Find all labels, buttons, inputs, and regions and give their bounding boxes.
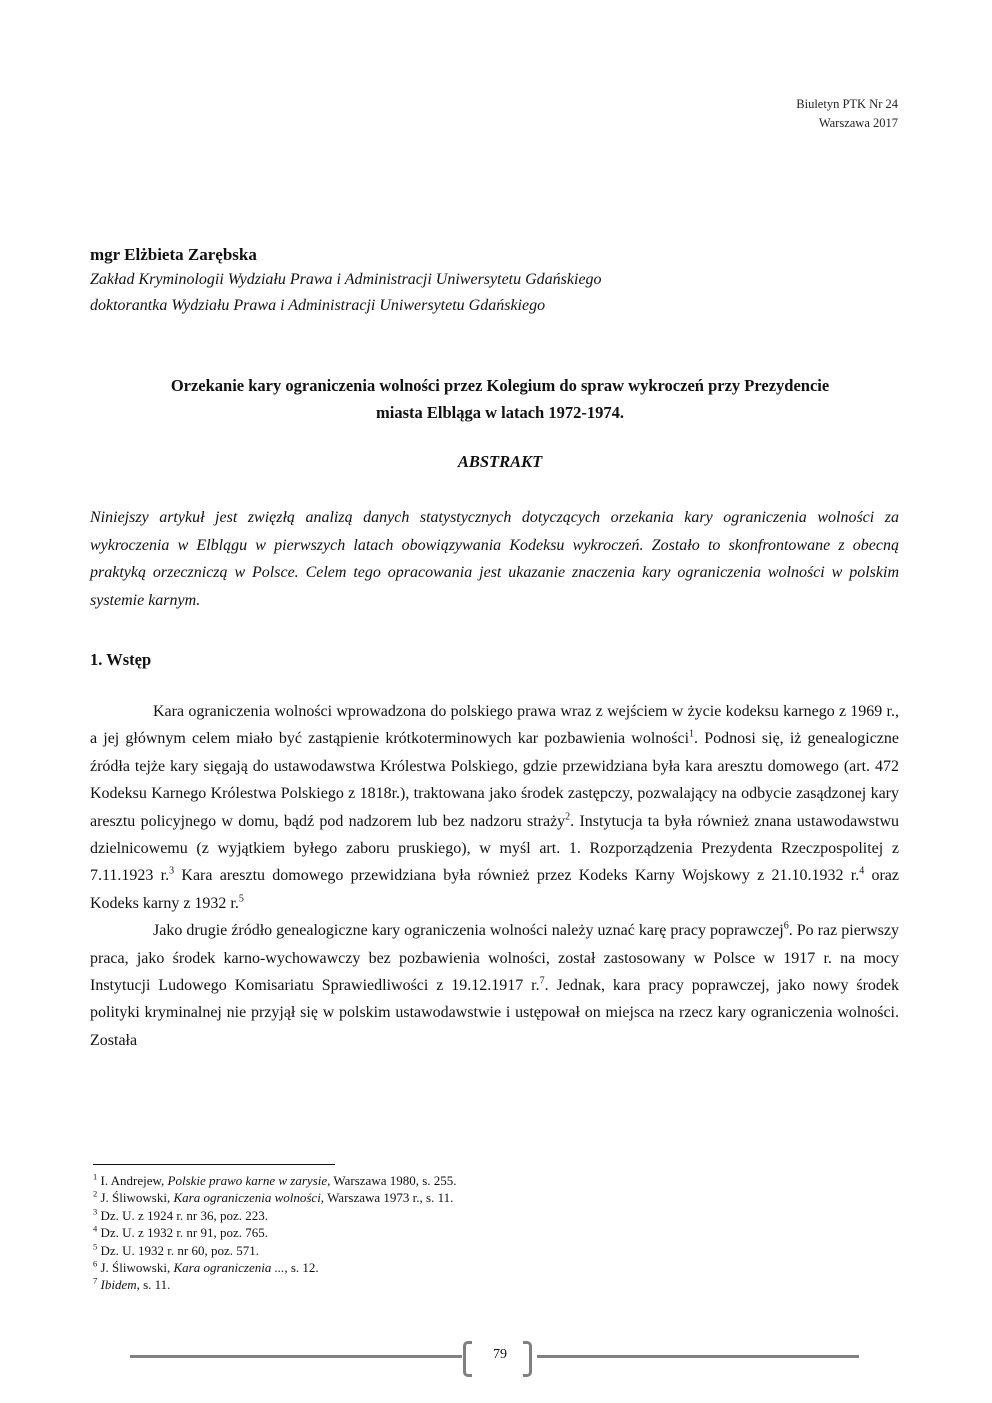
author-affiliation: Zakład Kryminologii Wydziału Prawa i Administracji Uniwersytetu Gdańskiego [90,271,602,288]
abstract-heading: ABSTRAKT [457,452,543,471]
paragraph [90,698,899,917]
footnote [93,1207,793,1224]
footnote-text: Dz. U. 1932 r. nr 60, poz. 571. [97,1242,260,1258]
footnote-title: Polskie prawo karne w zarysie, [167,1173,331,1188]
abstract-text: Niniejszy artykuł jest zwięzłą analizą danych statystycznych dotyczących orzekania kary ograniczenia wolności za wykroczenia w Elblągu w pierwszych latach obowiązywania Kodeksu wykroczeń. Zostało to skonfrontowane z obecną praktyką orzeczniczą w Polsce. Celem tego opracowania jest ukazanie znaczenia kary ograniczenia wolności w polskim systemie karnym. [90,509,899,609]
running-header [796,95,898,133]
author-name: mgr Elżbieta Zarębska [90,245,257,264]
body-text [90,698,899,1054]
footnote-number: 3 [93,1206,98,1217]
paragraph [90,917,899,1054]
footnote-number: 2 [93,1189,98,1200]
section-heading: 1. Wstęp [90,650,152,669]
footnote-text: Warszawa 1973 r., s. 11. [324,1190,454,1206]
footnote-ref[interactable]: 5 [238,893,244,905]
footnote-text: Dz. U. z 1932 r. nr 91, poz. 765. [97,1225,269,1241]
footnote-number: 6 [93,1258,98,1269]
footnote-number: 1 [93,1171,98,1182]
footnote-number: 7 [93,1276,98,1287]
footnote [93,1259,793,1276]
footnote-title: Kara ograniczenia wolności, [173,1190,325,1206]
text-run: oraz Kodeks karny z 1932 r. [90,867,900,912]
footnote-text: , s. 11. [136,1277,171,1293]
paper-title-line: Orzekanie kary ograniczenia wolności przez Kolegium do spraw wykroczeń przy Prezydencie [170,376,830,395]
footnote [93,1224,793,1241]
footnote-ref[interactable]: 2 [565,811,571,823]
journal-name: Biuletyn PTK Nr 24 [796,97,898,111]
text-run: . Podnosi się, iż genealogiczne źródła tejże kary sięgają do ustawodawstwa Królestwa Polskiego, gdzie przewidziana była kara aresztu domowego (art. 472 Kodeksu Karnego Królestwa Polskiego z 1818r.), traktowana jako środek zastępczy, pozwalający na odbycie zasądzonej kary aresztu policyjnego w domu, bądź pod nadzorem lub bez nadzoru straży [90,730,900,830]
footnote-text: , s. 12. [284,1260,319,1276]
footnote-title: Kara ograniczenia ... [173,1260,285,1276]
footnote-title: Ibidem [100,1277,137,1293]
footnote-text: Warszawa 1980, s. 255. [330,1173,457,1188]
text-run: . Po raz pierwszy praca, jako środek karno-wychowawczy bez pozbawienia wolności, został zastosowany w Polsce w 1917 r. na mocy Instytucji Ludowego Komisariatu Sprawiedliwości z 19.12.1917 r. [90,922,900,995]
text-run: Kara aresztu domowego przewidziana była również przez Kodeks Karny Wojskowy z 21.10.1932 r. [174,867,860,885]
footnote-text: Dz. U. z 1924 r. nr 36, poz. 223. [97,1207,269,1223]
page-number: 79 [493,1347,507,1362]
footnote-number: 5 [93,1241,98,1252]
footnote [93,1242,793,1259]
footnote-ref[interactable]: 6 [783,920,789,932]
footnote-number: 4 [93,1223,98,1234]
footnote-text: J. Śliwowski, [97,1260,174,1276]
journal-place-year: Warszawa 2017 [818,116,898,130]
footnotes [93,1172,793,1294]
footnote-text: J. Śliwowski, [97,1190,174,1206]
footnote-separator [93,1164,335,1165]
footnote [93,1172,793,1189]
paper-title [90,372,910,426]
footnote-ref[interactable]: 1 [689,729,695,741]
text-run: . Instytucja ta była również znana ustawodawstwu dzielnicowemu (z wyjątkiem byłego zaboru pruskiego), w myśl art. 1. Rozporządzenia Prezydenta Rzeczpospolitej z 7.11.1923 r. [90,812,899,885]
footnote [93,1189,793,1206]
author-affiliation: doktorantka Wydziału Prawa i Administracji Uniwersytetu Gdańskiego [90,297,546,314]
footnote-ref[interactable]: 4 [859,866,865,878]
author-block [90,242,910,319]
footnote-ref[interactable]: 7 [539,975,545,987]
left-brace-icon [463,1341,472,1377]
text-run: Kara ograniczenia wolności wprowadzona do polskiego prawa wraz z wejściem w życie kodeksu karnego z 1969 r., a jej głównym celem miało być zastąpienie krótkoterminowych kar pozbawienia wolności [90,703,899,748]
footnote-text: I. Andrejew, [97,1173,168,1188]
footnote-ref[interactable]: 3 [169,866,175,878]
right-brace-icon [523,1341,532,1377]
page-footer [130,1341,860,1371]
text-run: . Jednak, kara pracy poprawczej, jako nowy środek polityki kryminalnej nie przyjął się w polskim ustawodawstwie i ustępował on miejsca na rzecz kary ograniczenia wolności. Została [90,977,900,1049]
paper-title-line: miasta Elbląga w latach 1972-1974. [376,403,624,422]
footnote [93,1276,793,1293]
footer-rule-right [537,1355,859,1358]
text-run: Jako drugie źródło genealogiczne kary ograniczenia wolności należy uznać karę pracy poprawczej [153,922,784,940]
footer-rule-left [130,1355,462,1358]
